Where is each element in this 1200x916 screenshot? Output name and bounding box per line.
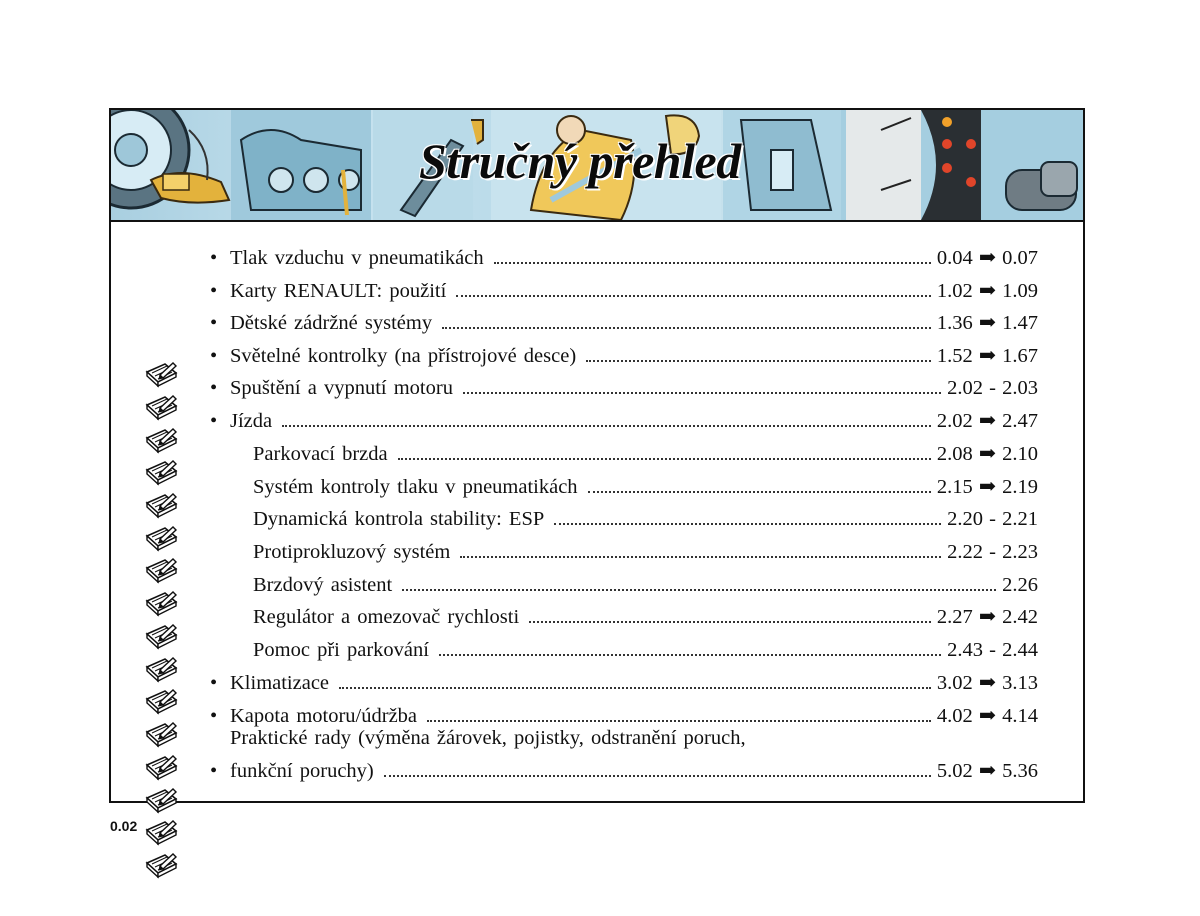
toc-entry	[233, 605, 1038, 629]
page-number: 0.02	[110, 818, 138, 834]
toc-entry-pages: 3.02 ➡ 3.13	[936, 672, 1038, 694]
dashboard-illustration	[841, 110, 1083, 220]
toc-entry-pages: 2.20 - 2.21	[947, 508, 1038, 530]
toc-bullet: •	[210, 247, 218, 269]
toc-entry-pages: 2.02 - 2.03	[947, 377, 1038, 399]
header-banner	[111, 110, 1083, 222]
toc-bullet: •	[210, 705, 218, 727]
toc-entry	[233, 507, 1038, 531]
toc-bullet: •	[210, 377, 218, 399]
toc-bullet: •	[210, 312, 218, 334]
pencil-on-paper-icon	[143, 687, 179, 715]
summary-frame	[109, 108, 1085, 803]
dot-leader	[460, 556, 941, 558]
pencil-on-paper-icon	[143, 360, 179, 388]
toc-entry	[210, 704, 1038, 728]
toc-entry-label: funkční poruchy)	[230, 760, 374, 782]
toc-entry-label: Spuštění a vypnutí motoru	[230, 377, 453, 399]
toc-entry-pages: 1.52 ➡ 1.67	[936, 345, 1038, 367]
dot-leader	[442, 327, 931, 329]
dot-leader	[554, 523, 941, 525]
pencil-on-paper-icon	[143, 589, 179, 617]
pencil-on-paper-icon	[143, 458, 179, 486]
dot-leader	[339, 687, 931, 689]
dot-leader	[439, 654, 941, 656]
toc-entry-pages: 1.36 ➡ 1.47	[936, 312, 1038, 334]
pencil-on-paper-icon	[143, 753, 179, 781]
toc-bullet: •	[210, 345, 218, 367]
toc-entry-pages: 2.43 - 2.44	[947, 639, 1038, 661]
toc-entry-pages: 2.26	[1002, 574, 1038, 596]
page-title: Stručný přehled	[419, 133, 741, 189]
toc-entry-label: Tlak vzduchu v pneumatikách	[230, 247, 484, 269]
pencil-on-paper-icon	[143, 786, 179, 814]
dot-leader	[456, 295, 931, 297]
toc-entry-pages: 2.08 ➡ 2.10	[936, 443, 1038, 465]
pencil-on-paper-icon	[143, 622, 179, 650]
toc-entry	[233, 540, 1038, 564]
toc-entry-label: Kapota motoru/údržba	[230, 705, 418, 727]
pencil-on-paper-icon	[143, 524, 179, 552]
toc-entry	[233, 573, 1038, 597]
dot-leader	[427, 720, 931, 722]
toc-entry-pages: 1.02 ➡ 1.09	[936, 280, 1038, 302]
toc-entry-label: Dynamická kontrola stability: ESP	[253, 508, 545, 530]
toc-entry-label: Parkovací brzda	[253, 443, 388, 465]
pencil-on-paper-icon	[143, 720, 179, 748]
toc-entry-label: Jízda	[230, 410, 273, 432]
toc-entry	[210, 311, 1038, 335]
toc-entry	[210, 409, 1038, 433]
toc-entry-label: Regulátor a omezovač rychlosti	[253, 606, 520, 628]
toc-entry	[210, 279, 1038, 303]
pencil-on-paper-icon	[143, 393, 179, 421]
dot-leader	[586, 360, 931, 362]
toc-entry-label-line1: Praktické rady (výměna žárovek, pojistky, odstranění poruch,	[230, 727, 746, 749]
toc-bullet: •	[210, 280, 218, 302]
pencil-on-paper-icon	[143, 426, 179, 454]
toc-entry-label: Pomoc při parkování	[253, 639, 429, 661]
dot-leader	[588, 491, 931, 493]
dot-leader	[402, 589, 996, 591]
toc-entry-label: Světelné kontrolky (na přístrojové desce)	[230, 345, 577, 367]
toc-entry	[233, 638, 1038, 662]
toc-entry	[210, 376, 1038, 400]
toc-entry-pages: 2.22 - 2.23	[947, 541, 1038, 563]
toc-bullet: •	[210, 410, 218, 432]
pencil-on-paper-icon	[143, 655, 179, 683]
toc-entry-pages: 4.02 ➡ 4.14	[936, 705, 1038, 727]
toc-entry-label: Protiprokluzový systém	[253, 541, 451, 563]
pencil-on-paper-icon	[143, 491, 179, 519]
dot-leader	[398, 458, 931, 460]
toc-entry	[210, 344, 1038, 368]
toc-bullet: •	[210, 672, 218, 694]
dot-leader	[282, 425, 931, 427]
dot-leader	[384, 775, 931, 777]
toc-entry-pages: 2.27 ➡ 2.42	[936, 606, 1038, 628]
dot-leader	[463, 392, 941, 394]
toc-entry	[210, 671, 1038, 695]
dot-leader	[494, 262, 931, 264]
toc-entry-label: Brzdový asistent	[253, 574, 393, 596]
toc-entry-pages: 2.15 ➡ 2.19	[936, 476, 1038, 498]
toc-entry	[233, 475, 1038, 499]
toc-entry-label: Klimatizace	[230, 672, 330, 694]
toc-entry-pages: 5.02 ➡ 5.36	[936, 760, 1038, 782]
toc-entry-label: Dětské zádržné systémy	[230, 312, 433, 334]
toc-entry-pages: 2.02 ➡ 2.47	[936, 410, 1038, 432]
toc-entry	[210, 727, 1038, 783]
dot-leader	[529, 621, 931, 623]
pencil-on-paper-icon	[143, 818, 179, 846]
toc-entry	[210, 246, 1038, 270]
pencil-on-paper-icon	[143, 851, 179, 879]
toc-entry-label: Systém kontroly tlaku v pneumatikách	[253, 476, 578, 498]
engine-illustration	[231, 110, 371, 220]
toc-bullet: •	[210, 760, 218, 782]
toc-entry	[233, 442, 1038, 466]
pencil-on-paper-icon	[143, 556, 179, 584]
toc-entry-label: Karty RENAULT: použití	[230, 280, 447, 302]
toc-content	[111, 222, 1083, 801]
toc-entry-pages: 0.04 ➡ 0.07	[936, 247, 1038, 269]
